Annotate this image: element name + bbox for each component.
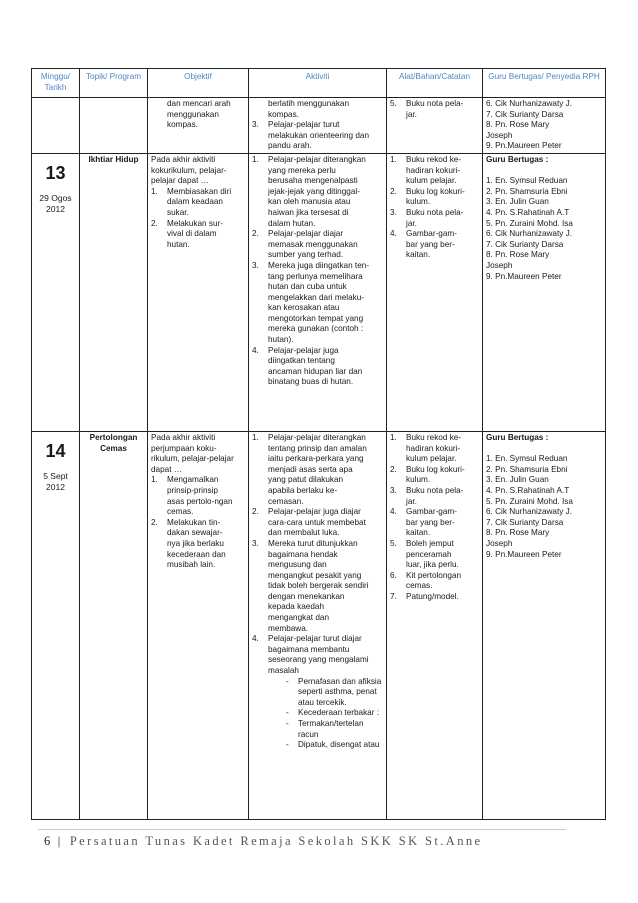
- text-line: kaitan.: [406, 528, 431, 538]
- text-line: menggunakan: [167, 109, 219, 119]
- footer-separator: |: [57, 834, 61, 848]
- dash-marker: -: [286, 676, 289, 686]
- item-number: 2.: [390, 186, 397, 196]
- text-line: 1. En. Symsul Reduan: [486, 454, 568, 464]
- item-number: 2.: [151, 517, 158, 527]
- text-line: 9. Pn.Maureen Peter: [486, 141, 562, 151]
- text-line: Kecederaan terbakar :: [298, 708, 380, 718]
- sub-list-item: [286, 677, 383, 709]
- text-line: dalam keadaan: [167, 197, 223, 207]
- text-line: Pelajar-pelajar diterangkan: [268, 432, 366, 442]
- item-number: 1.: [390, 432, 397, 442]
- text-line: yang mereka perlu: [268, 165, 336, 175]
- text-line: Kit pertolongan: [406, 570, 462, 580]
- table-row-week-13: [32, 153, 606, 431]
- guru-title: Guru Bertugas :: [486, 154, 549, 164]
- week-number: 14: [45, 440, 66, 461]
- text-line: 9. Pn.Maureen Peter: [486, 271, 562, 281]
- cont-aktiviti-cell: [249, 98, 387, 154]
- text-line: diingatkan tentang: [268, 356, 335, 366]
- cont-aktiviti-text: [252, 99, 383, 120]
- text-line: Pelajar-pelajar juga diajar: [268, 507, 361, 517]
- text-line: rikulum, pelajar-pelajar: [151, 454, 234, 464]
- aktiviti-cell: [249, 431, 387, 819]
- item-number: 2.: [151, 218, 158, 228]
- text-line: Melakukan sur-: [167, 218, 223, 228]
- item-number: 3.: [252, 120, 259, 130]
- text-line: sukar.: [167, 207, 189, 217]
- text-line: Buku rekod ke-: [406, 154, 462, 164]
- item-number: 4.: [390, 229, 397, 239]
- text-line: ancaman hidupan liar dan: [268, 366, 363, 376]
- list-item: [390, 539, 479, 571]
- text-line: luar, jika perlu.: [406, 560, 459, 570]
- aktiviti-list: [252, 433, 383, 751]
- guru-cell: [483, 153, 606, 431]
- text-line: Cemas: [100, 443, 127, 453]
- page-footer: [44, 834, 483, 849]
- text-line: Mereka turut ditunjukkan: [268, 538, 358, 548]
- list-item: [151, 475, 245, 517]
- week-cell: [32, 153, 80, 431]
- list-item: [252, 433, 383, 507]
- text-line: kecederaan dan: [167, 549, 226, 559]
- list-item: [252, 507, 383, 539]
- text-line: racun: [298, 729, 319, 739]
- list-item: [252, 539, 383, 634]
- objektif-cell: [148, 431, 249, 819]
- text-line: 2. Pn. Shamsuria Ebni: [486, 186, 568, 196]
- alat-list: [390, 433, 479, 603]
- text-line: Pada akhir aktiviti: [151, 432, 216, 442]
- text-line: hutan).: [268, 335, 294, 345]
- header-aktiviti: Aktiviti: [249, 69, 387, 98]
- text-line: menjadi asas serta apa: [268, 464, 353, 474]
- text-line: Melakukan tin-: [167, 517, 221, 527]
- text-line: kan kerosakan atau: [268, 303, 340, 313]
- page-number: 6: [44, 834, 51, 848]
- cont-aktiviti-list: [252, 120, 383, 152]
- text-line: membawa.: [268, 623, 309, 633]
- text-line: asas pertolo-ngan: [167, 496, 233, 506]
- text-line: bar yang ber-: [406, 517, 455, 527]
- item-number: 1.: [390, 154, 397, 164]
- header-objektif: Objektif: [148, 69, 249, 98]
- objektif-cell: [148, 153, 249, 431]
- text-line: 8. Pn. Rose Mary: [486, 120, 550, 130]
- item-number: 2.: [252, 229, 259, 239]
- text-line: kokurikulum, pelajar-: [151, 165, 227, 175]
- text-line: yang patut dilakukan: [268, 475, 344, 485]
- topic-cell: [80, 431, 148, 819]
- text-line: cemas.: [406, 581, 433, 591]
- item-number: 1.: [151, 475, 158, 485]
- alat-list: [390, 155, 479, 261]
- text-line: cemasan.: [268, 496, 304, 506]
- text-line: Pada akhir aktiviti: [151, 154, 216, 164]
- text-line: kulum.: [406, 475, 431, 485]
- alat-cell: [387, 153, 483, 431]
- text-line: Buku nota pela-: [406, 99, 464, 108]
- list-item: [151, 219, 245, 251]
- text-line: berlatih menggunakan: [268, 99, 350, 108]
- list-item: [390, 465, 479, 486]
- text-line: penceramah: [406, 549, 452, 559]
- text-line: berusaha mengenalpasti: [268, 176, 358, 186]
- text-line: binatang buas di hutan.: [268, 377, 354, 387]
- text-line: 5. Pn. Zuraini Mohd. Isa: [486, 496, 573, 506]
- week-date: [35, 471, 76, 492]
- text-line: iaitu perkara-perkara yang: [268, 454, 364, 464]
- list-item: [252, 155, 383, 229]
- text-line: Termakan/tertelan: [298, 719, 364, 728]
- text-line: kulum pelajar.: [406, 454, 457, 464]
- list-item: [252, 261, 383, 346]
- list-item: [252, 634, 383, 751]
- text-line: perjumpaan koku-: [151, 443, 217, 453]
- list-item: [390, 592, 479, 603]
- text-line: hutan.: [167, 239, 190, 249]
- date-line: 2012: [46, 481, 65, 492]
- text-line: mengangkut pesakit yang: [268, 570, 362, 580]
- list-item: [390, 433, 479, 465]
- header-alat-bahan: Alat/Bahan/Catatan: [387, 69, 483, 98]
- topic-cell: Ikhtiar Hidup: [80, 153, 148, 431]
- text-line: mengangkat dan: [268, 613, 329, 623]
- sub-list-item: [286, 719, 383, 740]
- schedule-table: [31, 68, 606, 820]
- item-number: 4.: [252, 345, 259, 355]
- text-line: cemas.: [167, 507, 194, 517]
- text-line: jejak-jejak yang ditinggal-: [268, 186, 360, 196]
- text-line: kulum pelajar.: [406, 176, 457, 186]
- sub-list-item: [286, 708, 383, 719]
- text-line: mereka gunakan (contoh :: [268, 324, 364, 334]
- list-item: [390, 507, 479, 539]
- item-number: 1.: [252, 432, 259, 442]
- week-cell: [32, 431, 80, 819]
- text-line: pandu arah.: [268, 141, 312, 151]
- cont-objektif-text: [151, 99, 245, 131]
- text-line: 4. Pn. S.Rahatinah A.T: [486, 485, 570, 495]
- text-line: 3. En. Julin Guan: [486, 197, 549, 207]
- list-item: [390, 187, 479, 208]
- text-line: Membiasakan diri: [167, 186, 232, 196]
- text-line: bagaimana hendak: [268, 549, 338, 559]
- text-line: Gambar-gam-: [406, 229, 457, 239]
- text-line: nya jika berlaku: [167, 538, 224, 548]
- text-line: Gambar-gam-: [406, 507, 457, 517]
- text-line: mengusung dan: [268, 560, 327, 570]
- text-line: Mengamalkan: [167, 475, 219, 485]
- objektif-list: [151, 475, 245, 570]
- guru-title: Guru Bertugas :: [486, 432, 549, 442]
- text-line: memasak menggunakan: [268, 239, 358, 249]
- list-item: [390, 155, 479, 187]
- text-line: sumber yang terhad.: [268, 250, 344, 260]
- table-row-week-14: [32, 431, 606, 819]
- text-line: kompas.: [167, 120, 198, 130]
- text-line: dengan menekankan: [268, 591, 345, 601]
- cont-alat-list: [390, 99, 479, 120]
- text-line: 7. Cik Surianty Darsa: [486, 517, 564, 527]
- item-number: 3.: [252, 538, 259, 548]
- text-line: Pelajar-pelajar diajar: [268, 229, 344, 239]
- text-line: masalah: [268, 666, 299, 676]
- spacer: [486, 444, 602, 455]
- text-line: 7. Cik Surianty Darsa: [486, 239, 564, 249]
- text-line: Patung/model.: [406, 591, 459, 601]
- date-line: 29 Ogos: [39, 192, 72, 203]
- text-line: 9. Pn.Maureen Peter: [486, 549, 562, 559]
- item-number: 1.: [252, 154, 259, 164]
- item-number: 3.: [390, 207, 397, 217]
- list-item: [390, 571, 479, 592]
- text-line: hadiran kokuri-: [406, 443, 461, 453]
- footer-org-name: Persatuan Tunas Kadet Remaja Sekolah SKK SK St.Anne: [69, 834, 483, 848]
- text-line: 2. Pn. Shamsuria Ebni: [486, 464, 568, 474]
- text-line: musibah lain.: [167, 560, 216, 570]
- item-number: 4.: [390, 507, 397, 517]
- text-line: haiwan jika tersesat di: [268, 207, 349, 217]
- text-line: 3. En. Julin Guan: [486, 475, 549, 485]
- date-line: 2012: [46, 203, 65, 214]
- text-line: apabila berlaku ke-: [268, 485, 338, 495]
- text-line: Dipatuk, disengat atau: [298, 740, 380, 750]
- list-item: [390, 229, 479, 261]
- list-item: [151, 187, 245, 219]
- text-line: dakan sewajar-: [167, 528, 223, 538]
- cont-topic-cell: [80, 98, 148, 154]
- list-item: [252, 120, 383, 152]
- text-line: hadiran kokuri-: [406, 165, 461, 175]
- alat-cell: [387, 431, 483, 819]
- spacer: [486, 166, 602, 177]
- text-line: kan oleh manusia atau: [268, 197, 351, 207]
- text-line: 5. Pn. Zuraini Mohd. Isa: [486, 218, 573, 228]
- text-line: 6. Cik Nurhanizawaty J.: [486, 99, 573, 108]
- text-line: Buku rekod ke-: [406, 432, 462, 442]
- text-line: Pelajar-pelajar turut: [268, 120, 340, 130]
- text-line: seseorang yang mengalami: [268, 655, 369, 665]
- item-number: 5.: [390, 538, 397, 548]
- item-number: 2.: [252, 507, 259, 517]
- guru-cell: [483, 431, 606, 819]
- text-line: Pelajar-pelajar diterangkan: [268, 154, 366, 164]
- text-line: 1. En. Symsul Reduan: [486, 176, 568, 186]
- list-item: [390, 486, 479, 507]
- cont-guru-cell: [483, 98, 606, 154]
- text-line: bar yang ber-: [406, 239, 455, 249]
- text-line: bagaimana membantu: [268, 644, 350, 654]
- cont-alat-cell: [387, 98, 483, 154]
- cont-objektif-cell: [148, 98, 249, 154]
- text-line: pelajar dapat …: [151, 176, 209, 186]
- text-line: Pertolongan: [89, 432, 138, 442]
- aktiviti-list: [252, 155, 383, 388]
- date-line: 5 Sept: [43, 470, 68, 481]
- text-line: kulum.: [406, 197, 431, 207]
- item-number: 3.: [252, 260, 259, 270]
- table-row-continuation: [32, 98, 606, 154]
- text-line: dalam hutan.: [268, 218, 316, 228]
- text-line: prinsip-prinsip: [167, 485, 218, 495]
- objektif-intro: [151, 433, 245, 475]
- sub-list-item: [286, 740, 383, 751]
- text-line: Joseph: [486, 130, 513, 140]
- footer-divider: [38, 829, 566, 830]
- header-topik-program: Topik/ Program: [80, 69, 148, 98]
- text-line: 6. Cik Nurhanizawaty J.: [486, 507, 573, 517]
- text-line: Pernafasan dan afiksia: [298, 676, 382, 686]
- text-line: dan mencari arah: [167, 99, 231, 108]
- text-line: atau tercekik.: [298, 697, 347, 707]
- text-line: dan membalut luka.: [268, 528, 340, 538]
- text-line: jar.: [406, 496, 417, 506]
- text-line: kepada kaedah: [268, 602, 324, 612]
- dash-marker: -: [286, 719, 289, 728]
- objektif-list: [151, 187, 245, 251]
- text-line: Buku nota pela-: [406, 207, 464, 217]
- list-item: [390, 99, 479, 120]
- text-line: 8. Pn. Rose Mary: [486, 528, 550, 538]
- text-line: 8. Pn. Rose Mary: [486, 250, 550, 260]
- text-line: Mereka juga diingatkan ten-: [268, 260, 370, 270]
- text-line: 7. Cik Surianty Darsa: [486, 109, 564, 119]
- text-line: Buku log kokuri-: [406, 186, 465, 196]
- text-line: tidak boleh bergerak sendiri: [268, 581, 369, 591]
- text-line: 4. Pn. S.Rahatinah A.T: [486, 207, 570, 217]
- week-date: [35, 193, 76, 214]
- objektif-intro: [151, 155, 245, 187]
- dash-marker: -: [286, 708, 289, 718]
- week-number: 13: [45, 162, 66, 183]
- list-item: [151, 518, 245, 571]
- item-number: 7.: [390, 591, 397, 601]
- text-line: jar.: [406, 218, 417, 228]
- text-line: mengelakkan dari melaku-: [268, 292, 365, 302]
- text-line: tang perlunya memelihara: [268, 271, 363, 281]
- item-number: 3.: [390, 485, 397, 495]
- item-number: 2.: [390, 464, 397, 474]
- text-line: Buku nota pela-: [406, 485, 464, 495]
- text-line: cara-cara untuk membebat: [268, 517, 366, 527]
- item-number: 5.: [390, 99, 397, 108]
- item-number: 1.: [151, 186, 158, 196]
- text-line: melakukan orienteering dan: [268, 130, 370, 140]
- item-number: 4.: [252, 634, 259, 644]
- text-line: Buku log kokuri-: [406, 464, 465, 474]
- header-minggu-tarikh: Minggu/ Tarikh: [32, 69, 80, 98]
- text-line: tentang prinsip dan amalan: [268, 443, 367, 453]
- text-line: kaitan.: [406, 250, 431, 260]
- text-line: Pelajar-pelajar juga: [268, 345, 339, 355]
- text-line: hutan dan cuba untuk: [268, 282, 347, 292]
- dash-marker: -: [286, 740, 289, 750]
- aktiviti-sub-list: [268, 677, 383, 751]
- text-line: dapat …: [151, 464, 182, 474]
- list-item: [252, 346, 383, 388]
- text-line: jar.: [406, 109, 417, 119]
- list-item: [252, 229, 383, 261]
- list-item: [390, 208, 479, 229]
- text-line: kompas.: [268, 109, 299, 119]
- text-line: Pelajar-pelajar turut diajar: [268, 634, 362, 644]
- aktiviti-cell: [249, 153, 387, 431]
- text-line: 6. Cik Nurhanizawaty J.: [486, 229, 573, 239]
- header-guru-bertugas: Guru Bertugas/ Penyedia RPH: [483, 69, 606, 98]
- table-header-row: [32, 69, 606, 98]
- text-line: Joseph: [486, 538, 513, 548]
- text-line: Boleh jemput: [406, 538, 454, 548]
- text-line: Joseph: [486, 260, 513, 270]
- text-line: seperti asthma, penat: [298, 687, 377, 697]
- cont-week-cell: [32, 98, 80, 154]
- text-line: mengotorkan tempat yang: [268, 313, 364, 323]
- text-line: vival di dalam: [167, 229, 217, 239]
- item-number: 6.: [390, 570, 397, 580]
